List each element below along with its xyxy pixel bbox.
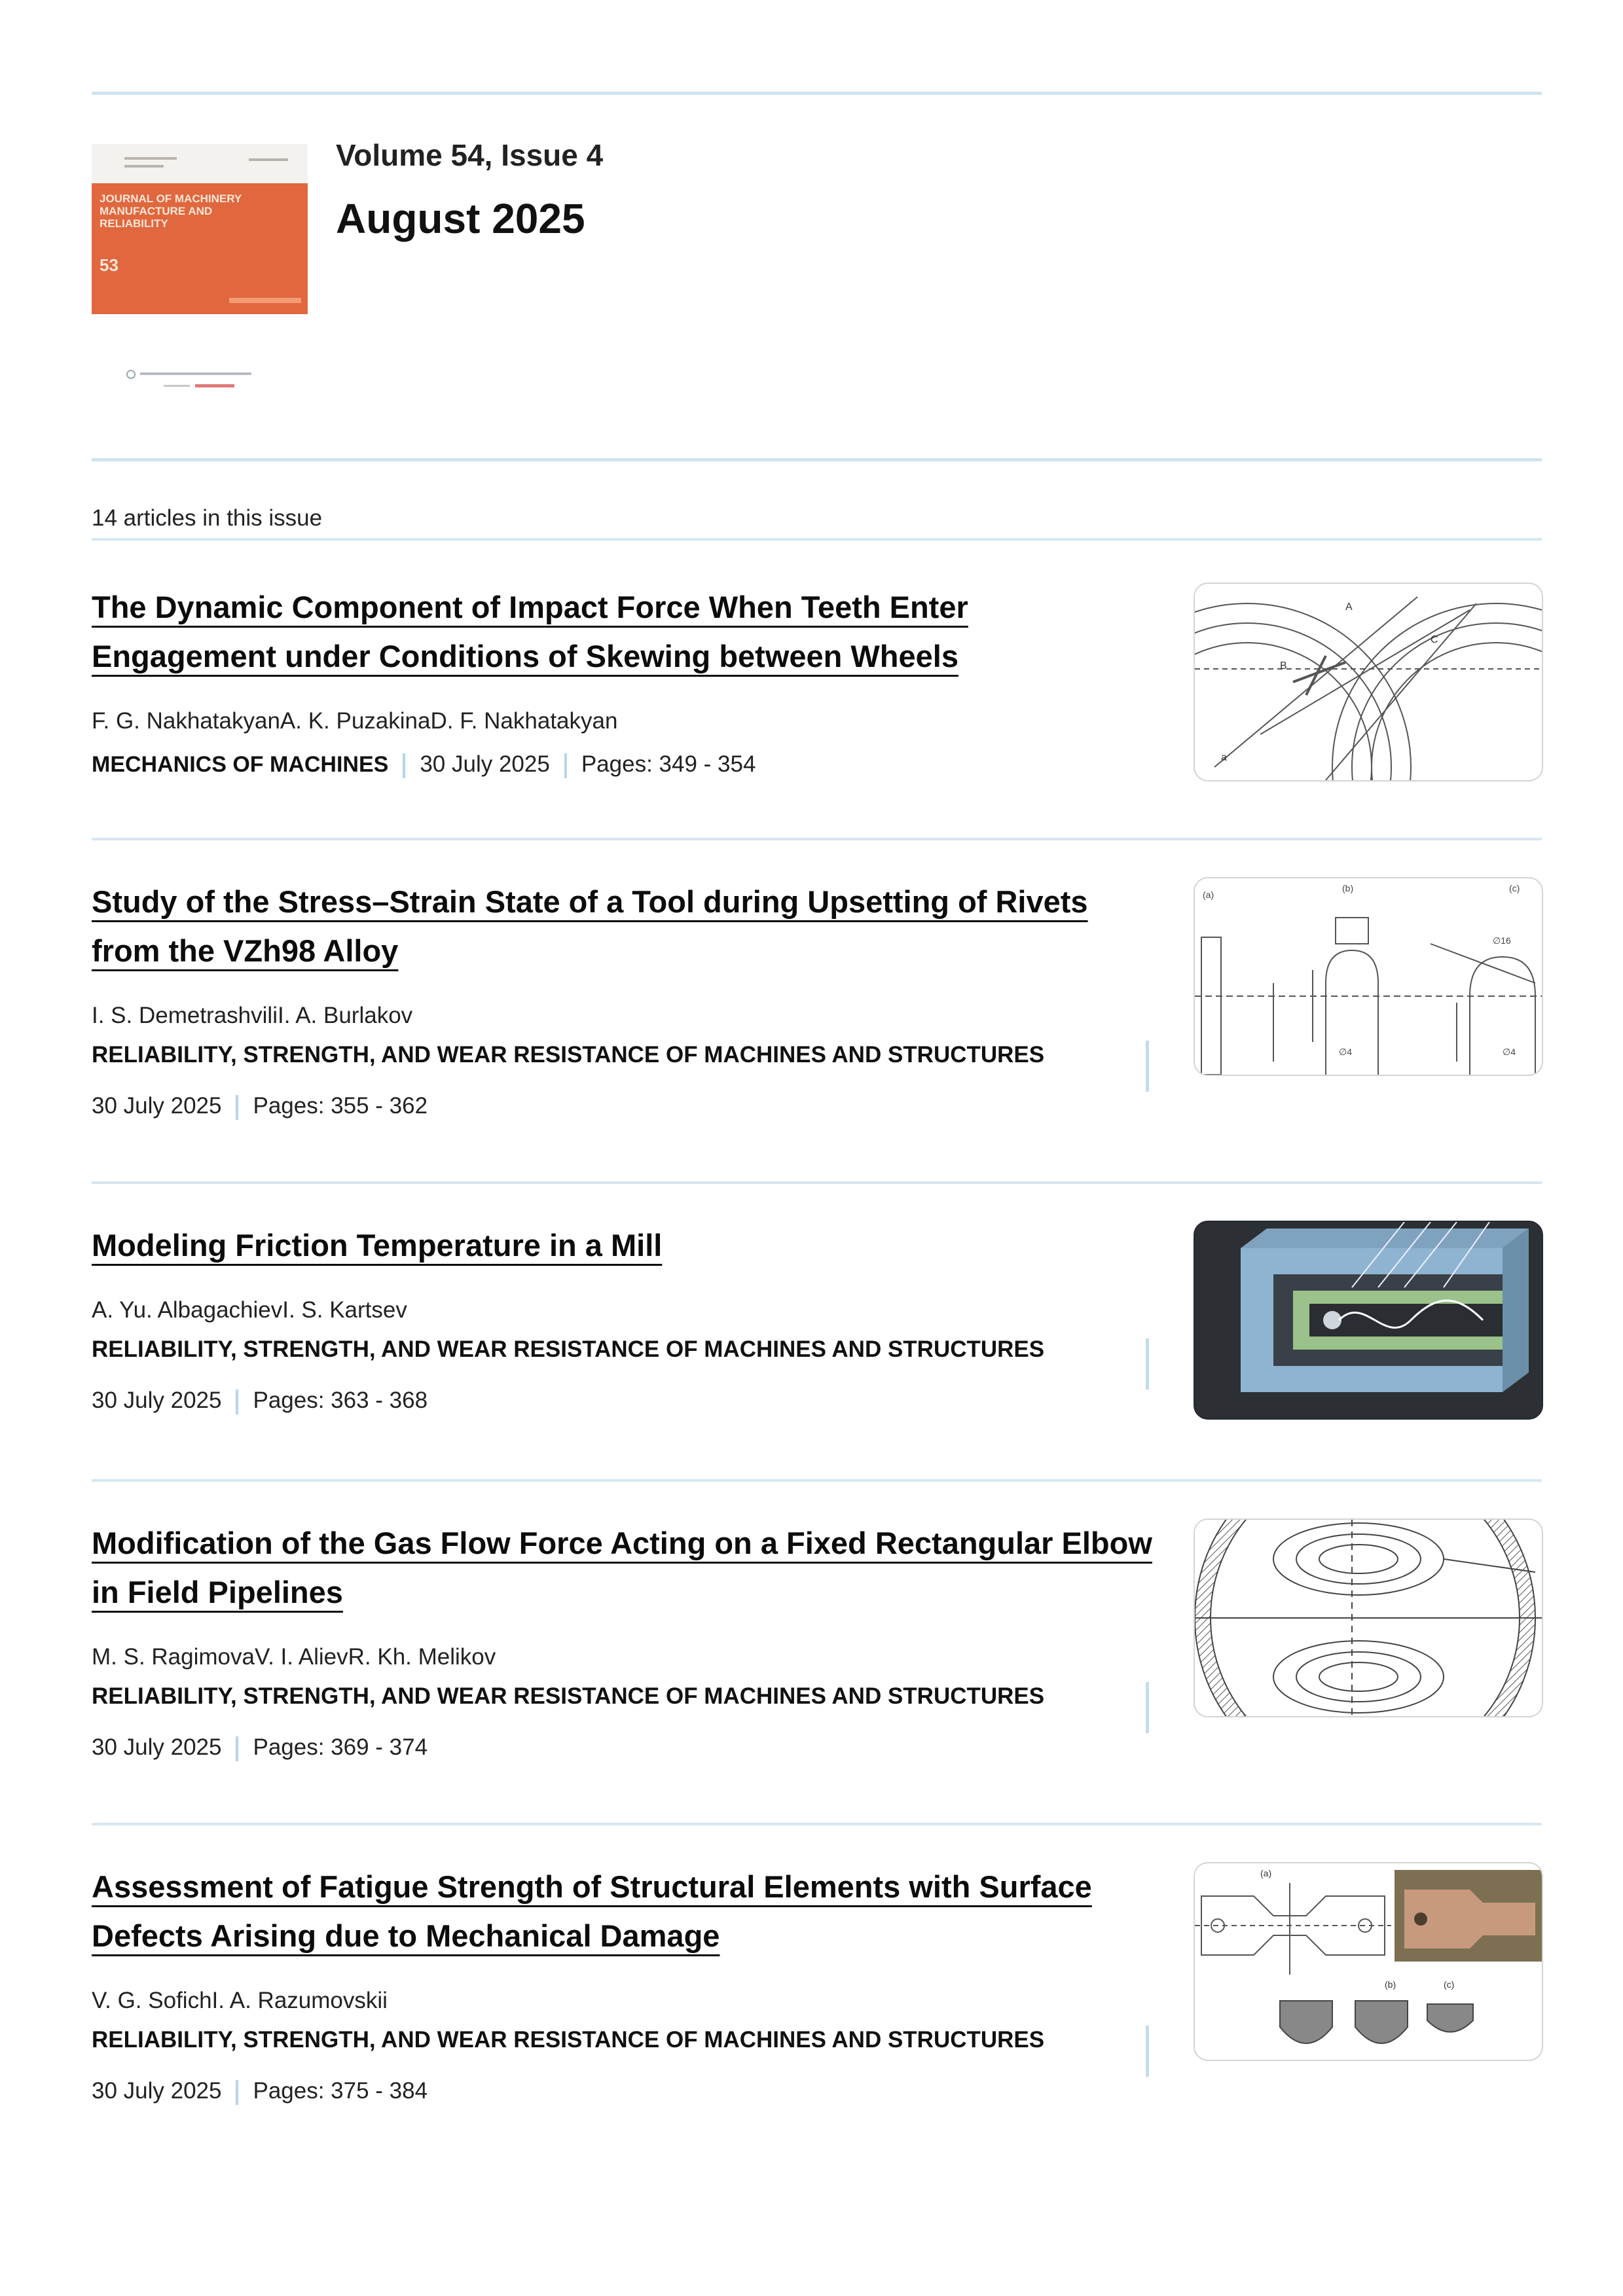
article-section[interactable]: RELIABILITY, STRENGTH, AND WEAR RESISTANCE OF MACHINES AND STRUCTURES [92,2027,1045,2053]
svg-text:(b): (b) [1342,883,1354,893]
list-top-divider [92,538,1542,541]
article-divider [92,838,1542,840]
article-meta [92,751,756,778]
svg-text:(c): (c) [1509,883,1520,893]
article-title-link[interactable]: Study of the Stress–Strain State of a Tool during Upsetting of Rivets from the VZh98 Alloy [92,884,1088,968]
article-meta [92,1734,428,1761]
article-pages: Pages: 349 - 354 [581,751,756,777]
article-section[interactable]: RELIABILITY, STRENGTH, AND WEAR RESISTANCE OF MACHINES AND STRUCTURES [92,1683,1045,1709]
svg-text:∅4: ∅4 [1339,1047,1352,1057]
cover-volume-number: 53 [100,255,119,275]
article-section[interactable]: RELIABILITY, STRENGTH, AND WEAR RESISTANCE OF MACHINES AND STRUCTURES [92,1042,1045,1067]
svg-text:∅16: ∅16 [1493,935,1511,946]
svg-text:(a): (a) [1260,1868,1272,1878]
svg-text:C: C [1431,634,1438,645]
svg-text:(a): (a) [1203,889,1214,900]
svg-text:∅4: ∅4 [1503,1047,1516,1057]
article-thumbnail-rivet-drawing[interactable] [1194,877,1543,1076]
svg-text:a: a [1221,752,1227,763]
header-top-divider [92,92,1542,95]
article-meta [92,2078,428,2105]
article-date: 30 July 2025 [92,2078,222,2104]
article-section[interactable]: RELIABILITY, STRENGTH, AND WEAR RESISTANCE OF MACHINES AND STRUCTURES [92,1336,1045,1362]
volume-issue-label: Volume 54, Issue 4 [336,138,604,172]
article-count: 14 articles in this issue [92,505,323,531]
article-section[interactable]: MECHANICS OF MACHINES [92,752,389,777]
article-authors: A. Yu. AlbagachievI. S. Kartsev [92,1297,407,1323]
article-authors: I. S. DemetrashviliI. A. Burlakov [92,1003,413,1028]
article-authors: V. G. SofichI. A. Razumovskii [92,1988,388,2013]
article-title-link[interactable]: Assessment of Fatigue Strength of Structural Elements with Surface Defects Arising due to Mechanical Damage [92,1869,1092,1953]
article-thumbnail-specimen-defects[interactable] [1194,1862,1543,2061]
article-pages: Pages: 355 - 362 [253,1093,428,1119]
article-pages: Pages: 363 - 368 [253,1388,428,1413]
article-divider [92,1181,1542,1184]
article-authors: M. S. RagimovaV. I. AlievR. Kh. Melikov [92,1644,496,1670]
svg-text:(c): (c) [1444,1979,1455,1990]
article-thumbnail-gear-diagram[interactable] [1194,583,1543,781]
svg-text:B: B [1280,660,1287,672]
article-authors: F. G. NakhatakyanA. K. PuzakinaD. F. Nakhatakyan [92,708,618,734]
article-pages: Pages: 375 - 384 [253,2078,428,2104]
article-title-link[interactable]: The Dynamic Component of Impact Force When Teeth Enter Engagement under Conditions of Skewing between Wheels [92,590,968,673]
article-date: 30 July 2025 [92,1388,222,1413]
article-divider [92,1479,1542,1482]
header-bottom-divider [92,458,1542,461]
meta-separator [1146,2026,1149,2077]
svg-text:(b): (b) [1385,1979,1396,1990]
article-date: 30 July 2025 [92,1734,222,1760]
cover-header-strip [92,144,308,183]
article-meta [92,1093,428,1120]
article-date: 30 July 2025 [420,751,550,777]
svg-text:A: A [1345,601,1353,613]
article-divider [92,1823,1542,1825]
publisher-logo-icon [92,367,308,393]
meta-separator [1146,1682,1149,1733]
article-date: 30 July 2025 [92,1093,222,1119]
journal-cover-image[interactable] [92,144,308,406]
meta-separator [1146,1041,1149,1092]
issue-date-heading: August 2025 [336,195,585,242]
article-title-link[interactable]: Modification of the Gas Flow Force Acting on a Fixed Rectangular Elbow in Field Pipelines [92,1526,1152,1609]
article-title-link[interactable]: Modeling Friction Temperature in a Mill [92,1228,663,1263]
article-thumbnail-pipe-section[interactable] [1194,1518,1543,1717]
cover-orange-block [92,183,308,314]
article-thumbnail-mill-model[interactable] [1194,1221,1543,1420]
article-pages: Pages: 369 - 374 [253,1734,428,1760]
article-meta [92,1388,428,1414]
meta-separator [1146,1338,1149,1390]
cover-journal-title: JOURNAL OF MACHINERY MANUFACTURE AND RELIABILITY [100,192,242,230]
